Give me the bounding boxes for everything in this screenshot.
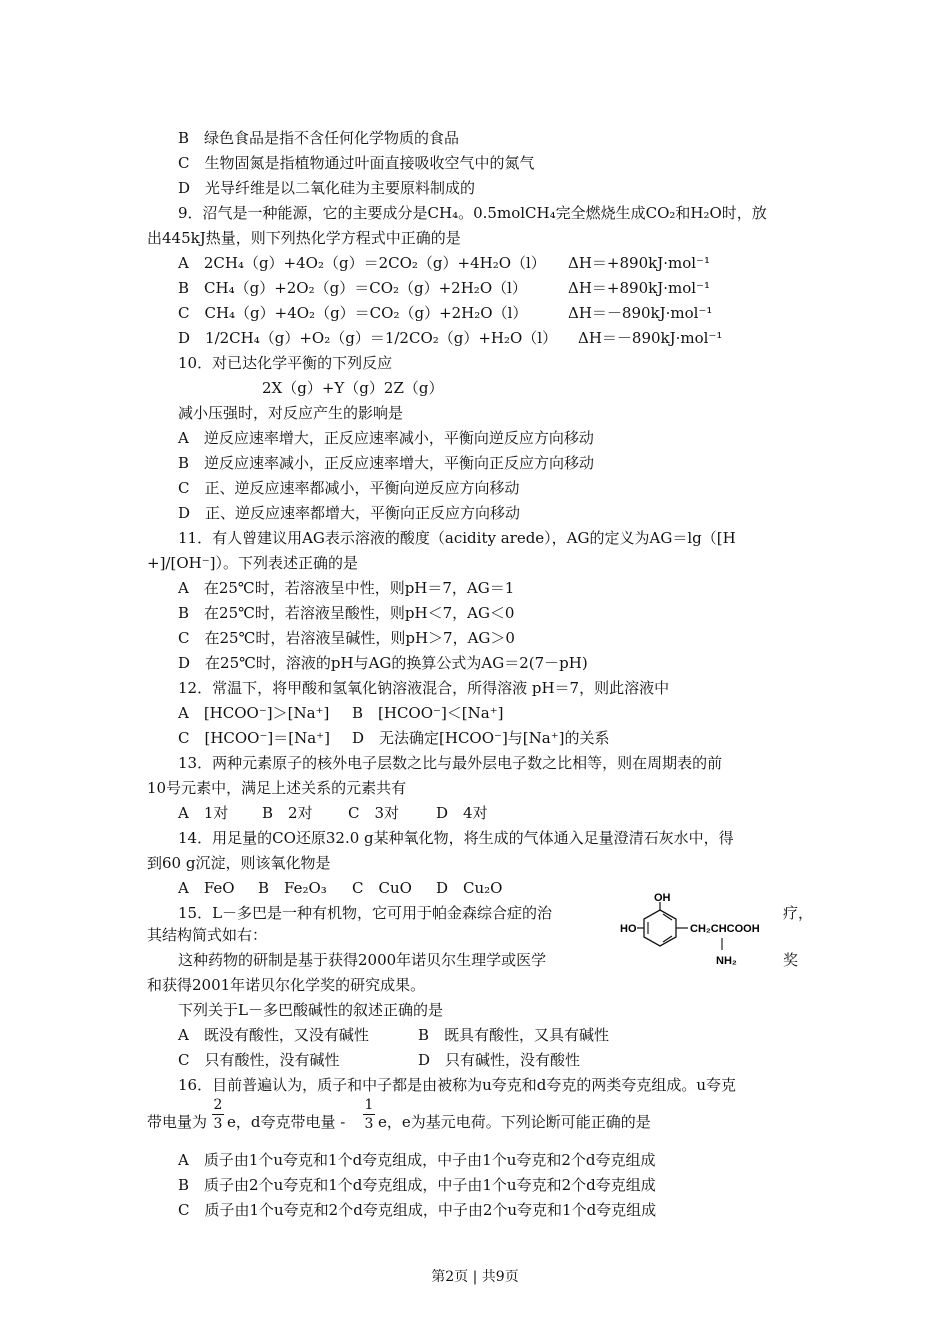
q10-option-b: B 逆反应速率减小，正反应速率增大，平衡向正反应方向移动 [178, 454, 595, 472]
q14-stem-line1: 14．用足量的CO还原32.0 g某种氧化物，将生成的气体通入足量澄清石灰水中，得 [178, 829, 734, 847]
q9-stem-line1: 9．沼气是一种能源，它的主要成分是CH₄。0.5molCH₄完全燃烧生成CO₂和H₂O时，放 [178, 204, 767, 222]
q13-option-d: D 4对 [436, 804, 488, 822]
q14-option-a: A FeO [178, 879, 235, 897]
q13-option-c: C 3对 [348, 804, 400, 822]
q12-option-a: A [HCOO⁻]＞[Na⁺] [178, 704, 330, 722]
fraction-denominator: 3 [213, 1116, 223, 1132]
q16-option-a: A 质子由1个u夸克和1个d夸克组成，中子由1个u夸克和2个d夸克组成 [178, 1151, 656, 1169]
mol-nh2-label: NH₂ [716, 955, 737, 967]
q12-option-b: B [HCOO⁻]＜[Na⁺] [352, 704, 504, 722]
q16-stem-line1: 16．目前普遍认为，质子和中子都是由被称为u夸克和d夸克的两类夸克组成。u夸克 [178, 1076, 737, 1094]
q9-option-c-enthalpy: ΔH＝－890kJ·mol⁻¹ [568, 304, 713, 322]
q15-option-b: B 既具有酸性，又具有碱性 [418, 1026, 610, 1044]
q9-option-d-enthalpy: ΔH＝－890kJ·mol⁻¹ [578, 329, 723, 347]
q16-stem-line2c: e，e为基元电荷。下列论断可能正确的是 [378, 1113, 651, 1131]
q15-option-c: C 只有酸性，没有碱性 [178, 1051, 340, 1069]
q15-option-a: A 既没有酸性，又没有碱性 [178, 1026, 369, 1044]
q9-option-a-equation: A 2CH₄（g）+4O₂（g）＝2CO₂（g）+4H₂O（l） [178, 254, 546, 272]
q9-option-b-equation: B CH₄（g）+2O₂（g）＝CO₂（g）+2H₂O（l） [178, 279, 527, 297]
q12-option-c: C [HCOO⁻]＝[Na⁺] [178, 729, 330, 747]
fraction-numerator: 1 [364, 1097, 374, 1113]
q16-stem-line2a: 带电量为 [147, 1113, 208, 1131]
q10-option-a: A 逆反应速率增大，正反应速率减小，平衡向逆反应方向移动 [178, 429, 594, 447]
q9-option-a-enthalpy: ΔH＝+890kJ·mol⁻¹ [568, 254, 710, 272]
q9-option-b-enthalpy: ΔH＝+890kJ·mol⁻¹ [568, 279, 710, 297]
q11-option-a: A 在25℃时，若溶液呈中性，则pH＝7，AG＝1 [178, 579, 515, 597]
q12-option-d: D 无法确定[HCOO⁻]与[Na⁺]的关系 [352, 729, 610, 747]
q15-stem-line3-end: 奖 [783, 951, 799, 969]
fraction-two-thirds [212, 1097, 224, 1132]
fraction-denominator: 3 [364, 1116, 374, 1132]
q15-stem-line5: 下列关于L－多巴酸碱性的叙述正确的是 [178, 1001, 443, 1019]
q15-stem-line4: 和获得2001年诺贝尔化学奖的研究成果。 [147, 976, 426, 994]
q13-stem-line1: 13．两种元素原子的核外电子层数之比与最外层电子数之比相等，则在周期表的前 [178, 754, 723, 772]
q11-option-b: B 在25℃时，若溶液呈酸性，则pH＜7，AG＜0 [178, 604, 515, 622]
q10-stem-line2: 减小压强时，对反应产生的影响是 [178, 404, 404, 422]
fraction-numerator: 2 [213, 1097, 223, 1113]
mol-chain-label: CH₂CHCOOH [690, 923, 760, 935]
q9-option-d-equation: D 1/2CH₄（g）+O₂（g）＝1/2CO₂（g）+H₂O（l） [178, 329, 558, 347]
q16-option-b: B 质子由2个u夸克和1个d夸克组成，中子由1个u夸克和2个d夸克组成 [178, 1176, 656, 1194]
q15-stem-line1-end: 疗， [783, 904, 814, 922]
q14-option-c: C CuO [352, 879, 412, 897]
q11-option-d: D 在25℃时，溶液的pH与AG的换算公式为AG＝2(7－pH) [178, 654, 588, 672]
q15-stem-line2: 其结构简式如右： [147, 926, 268, 944]
q13-stem-line2: 10号元素中，满足上述关系的元素共有 [147, 779, 407, 797]
q14-option-d: D Cu₂O [436, 879, 503, 897]
page-footer: 第2页 | 共9页 [431, 1269, 519, 1285]
q15-stem-line3: 这种药物的研制是基于获得2000年诺贝尔生理学或医学 [178, 951, 547, 969]
q10-reaction: 2X（g）+Y（g）2Z（g） [262, 379, 444, 397]
benzene-ring [644, 910, 676, 946]
q15-stem-line1: 15．L－多巴是一种有机物，它可用于帕金森综合症的治 [178, 904, 553, 922]
fraction-one-third [363, 1097, 375, 1132]
q15-option-d: D 只有碱性，没有酸性 [418, 1051, 581, 1069]
mol-oh-top-label: OH [654, 892, 671, 904]
q16-option-c: C 质子由1个u夸克和2个d夸克组成，中子由2个u夸克和1个d夸克组成 [178, 1201, 657, 1219]
mol-ho-left-label: HO [620, 923, 637, 935]
q13-option-b: B 2对 [262, 804, 313, 822]
q11-stem-line1: 11．有人曾建议用AG表示溶液的酸度（acidity arede），AG的定义为AG＝lg（[H [178, 529, 736, 547]
q14-option-b: B Fe₂O₃ [258, 879, 327, 897]
q14-stem-line2: 到60 g沉淀，则该氧化物是 [147, 854, 331, 872]
q11-option-c: C 在25℃时，岩溶液呈碱性，则pH＞7，AG＞0 [178, 629, 515, 647]
q11-stem-line2: +]/[OH⁻]）。下列表述正确的是 [147, 554, 358, 572]
q8-option-c: C 生物固氮是指植物通过叶面直接吸收空气中的氮气 [178, 154, 535, 172]
q16-stem-line2b: e，d夸克带电量 - [227, 1113, 346, 1131]
q9-stem-line2: 出445kJ热量，则下列热化学方程式中正确的是 [147, 229, 461, 247]
q9-option-c-equation: C CH₄（g）+4O₂（g）＝CO₂（g）+2H₂O（l） [178, 304, 528, 322]
q8-option-d: D 光导纤维是以二氧化硅为主要原料制成的 [178, 179, 476, 197]
q10-stem: 10．对已达化学平衡的下列反应 [178, 354, 393, 372]
q10-option-c: C 正、逆反应速率都减小，平衡向逆反应方向移动 [178, 479, 520, 497]
q12-stem: 12．常温下，将甲酸和氢氧化钠溶液混合，所得溶液 pH＝7，则此溶液中 [178, 679, 670, 697]
q13-option-a: A 1对 [178, 804, 229, 822]
q8-option-b: B 绿色食品是指不含任何化学物质的食品 [178, 129, 460, 147]
q10-option-d: D 正、逆反应速率都增大，平衡向正反应方向移动 [178, 504, 521, 522]
l-dopa-structure-diagram [618, 890, 788, 970]
